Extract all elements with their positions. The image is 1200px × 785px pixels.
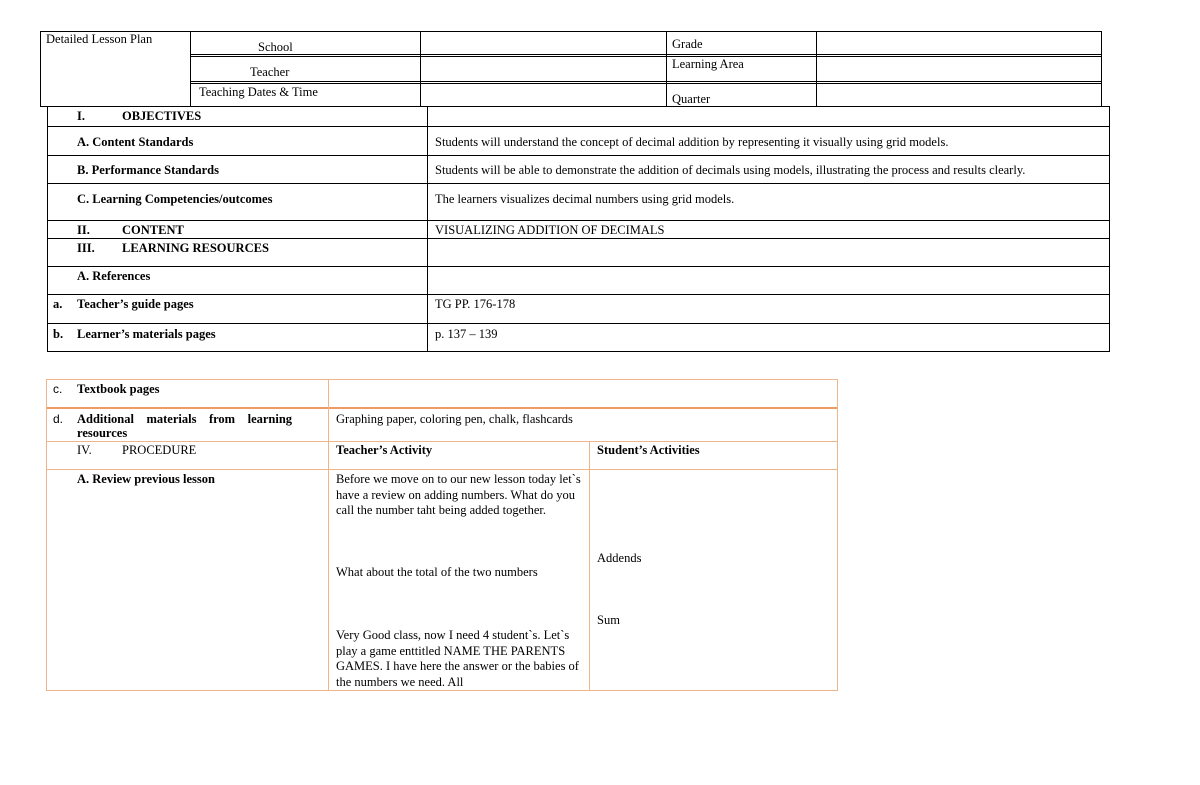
lm-marker: b. [53, 327, 64, 341]
content-title: CONTENT [122, 223, 184, 237]
doc-title: Detailed Lesson Plan [46, 32, 153, 46]
school-label: School [258, 40, 293, 54]
additional-label: Additional materials from learning resources [77, 412, 296, 440]
objectives-num: I. [77, 109, 85, 123]
textbook-label: Textbook pages [77, 382, 160, 396]
tg-marker: a. [53, 297, 63, 311]
additional-value: Graphing paper, coloring pen, chalk, flashcards [336, 412, 573, 426]
student-text-1: Addends [597, 551, 642, 565]
teacher-text-1: Before we move on to our new lesson today let`s have a review on adding numbers. What do you call the number taht being added together. [336, 472, 581, 517]
teacher-text-3: Very Good class, now I need 4 student`s. Let`s play a game enttitled NAME THE PARENTS GAMES. I have here the answer or the babies of the numbers we need. All [336, 628, 579, 689]
quarter-label: Quarter [672, 92, 711, 106]
tg-label: Teacher’s guide pages [77, 297, 194, 311]
content-num: II. [77, 223, 90, 237]
performance-standards-label: B. Performance Standards [77, 163, 219, 177]
lm-value: p. 137 – 139 [435, 327, 498, 341]
content-value: VISUALIZING ADDITION OF DECIMALS [435, 223, 665, 237]
learning-area-label: Learning Area [672, 57, 744, 71]
resources-num: III. [77, 241, 95, 255]
dates-label: Teaching Dates & Time [199, 85, 318, 99]
tg-value: TG PP. 176-178 [435, 297, 516, 311]
resources-title: LEARNING RESOURCES [122, 241, 269, 255]
student-text-2: Sum [597, 613, 620, 627]
lm-label: Learner’s materials pages [77, 327, 216, 341]
references-label: A. References [77, 269, 151, 283]
teacher-activity-header: Teacher’s Activity [336, 443, 433, 457]
teacher-text-2: What about the total of the two numbers [336, 565, 538, 579]
objectives-title: OBJECTIVES [122, 109, 202, 123]
content-standards-label: A. Content Standards [77, 135, 194, 149]
review-label: A. Review previous lesson [77, 472, 215, 486]
student-activity-header: Student’s Activities [597, 443, 700, 457]
competencies-value: The learners visualizes decimal numbers using grid models. [435, 192, 735, 206]
grade-label: Grade [672, 37, 703, 51]
procedure-title: PROCEDURE [122, 443, 197, 457]
content-standards-value: Students will understand the concept of decimal addition by representing it visually using grid models. [435, 135, 949, 149]
performance-standards-value: Students will be able to demonstrate the addition of decimals using models, illustrating the process and results clearly. [435, 163, 1026, 177]
textbook-marker: c. [53, 382, 63, 396]
teacher-label: Teacher [250, 65, 290, 79]
additional-marker: d. [53, 412, 64, 426]
competencies-label: C. Learning Competencies/outcomes [77, 192, 273, 206]
procedure-num: IV. [77, 443, 92, 457]
